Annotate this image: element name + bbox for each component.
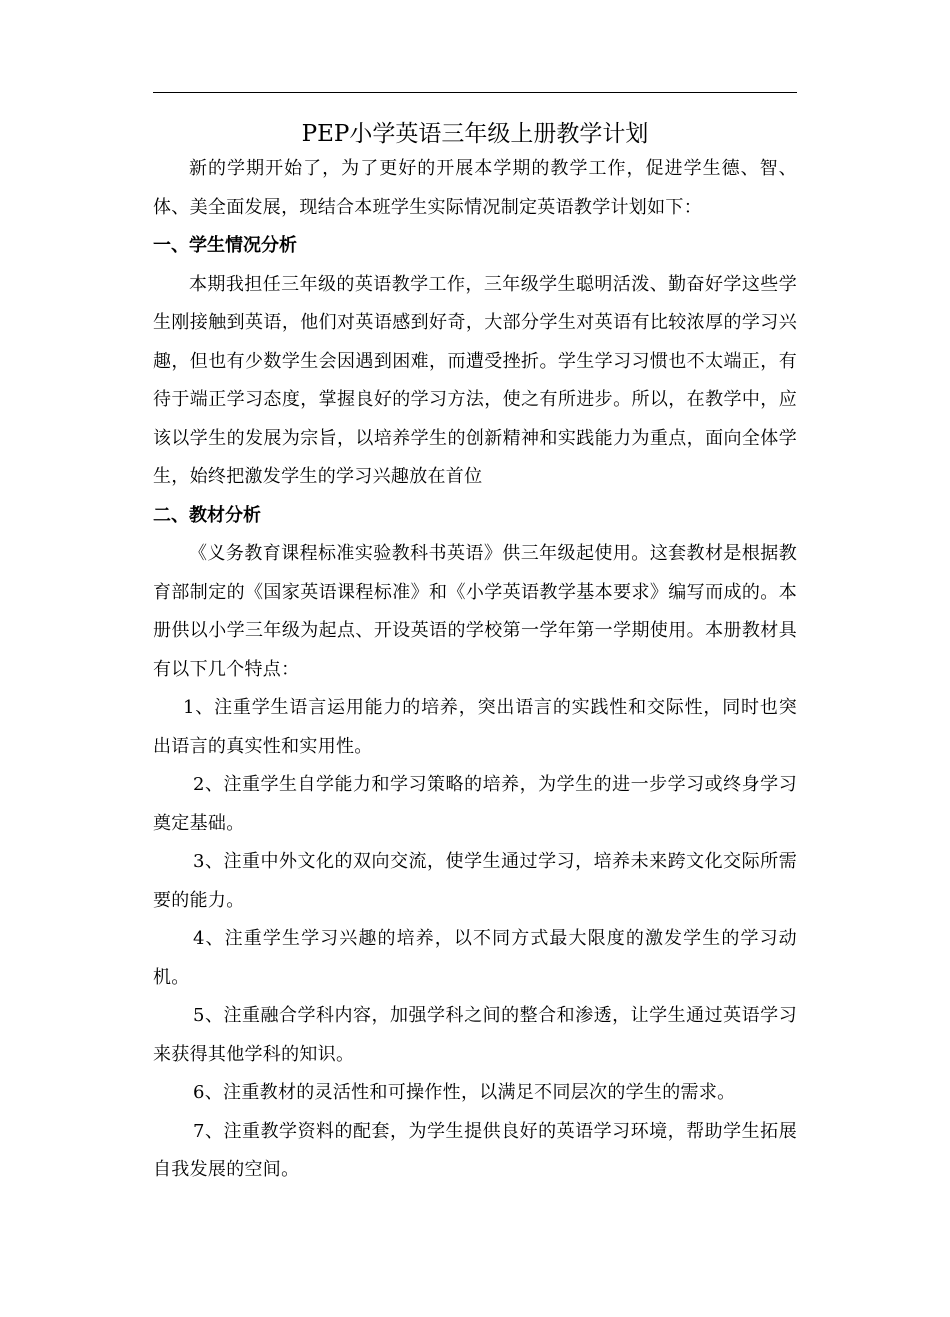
- feature-item: 2、注重学生自学能力和学习策略的培养，为学生的进一步学习或终身学习奠定基础。: [153, 774, 797, 834]
- section-heading-student-analysis: 一、学生情况分析: [153, 235, 297, 256]
- feature-item: 3、注重中外文化的双向交流，使学生通过学习，培养未来跨文化交际所需要的能力。: [153, 851, 797, 911]
- feature-item: 5、注重融合学科内容，加强学科之间的整合和渗透，让学生通过英语学习来获得其他学科的知识。: [153, 1005, 797, 1065]
- section-heading-textbook-analysis: 二、教材分析: [153, 504, 261, 526]
- header-rule: [153, 92, 797, 93]
- textbook-analysis-paragraph: 《义务教育课程标准实验教科书英语》供三年级起使用。这套教材是根据教育部制定的《国家英语课程标准》和《小学英语教学基本要求》编写而成的。本册供以小学三年级为起点、开设英语的学校第一学年第一学期使用。本册教材具有以下几个特点：: [153, 543, 797, 680]
- intro-paragraph: 新的学期开始了，为了更好的开展本学期的教学工作，促进学生德、智、体、美全面发展，现结合本班学生实际情况制定英语教学计划如下：: [153, 158, 797, 218]
- document-body: [153, 118, 797, 1190]
- feature-item: 7、注重教学资料的配套，为学生提供良好的英语学习环境，帮助学生拓展自我发展的空间。: [153, 1120, 797, 1180]
- student-analysis-paragraph: 本期我担任三年级的英语教学工作，三年级学生聪明活泼、勤奋好学这些学生刚接触到英语，他们对英语感到好奇，大部分学生对英语有比较浓厚的学习兴趣，但也有少数学生会因遇到困难，而遭受挫折。学生学习习惯也不太端正，有待于端正学习态度，掌握良好的学习方法，使之有所进步。所以，在教学中，应该以学生的发展为宗旨，以培养学生的创新精神和实践能力为重点，面向全体学生，始终把激发学生的学习兴趣放在首位: [153, 273, 797, 487]
- feature-item: 1、注重学生语言运用能力的培养，突出语言的实践性和交际性，同时也突出语言的真实性和实用性。: [153, 697, 797, 757]
- document-title: PEP小学英语三年级上册教学计划: [301, 121, 649, 147]
- feature-item: 6、注重教材的灵活性和可操作性，以满足不同层次的学生的需求。: [193, 1082, 736, 1103]
- feature-item: 4、注重学生学习兴趣的培养，以不同方式最大限度的激发学生的学习动机。: [153, 928, 797, 988]
